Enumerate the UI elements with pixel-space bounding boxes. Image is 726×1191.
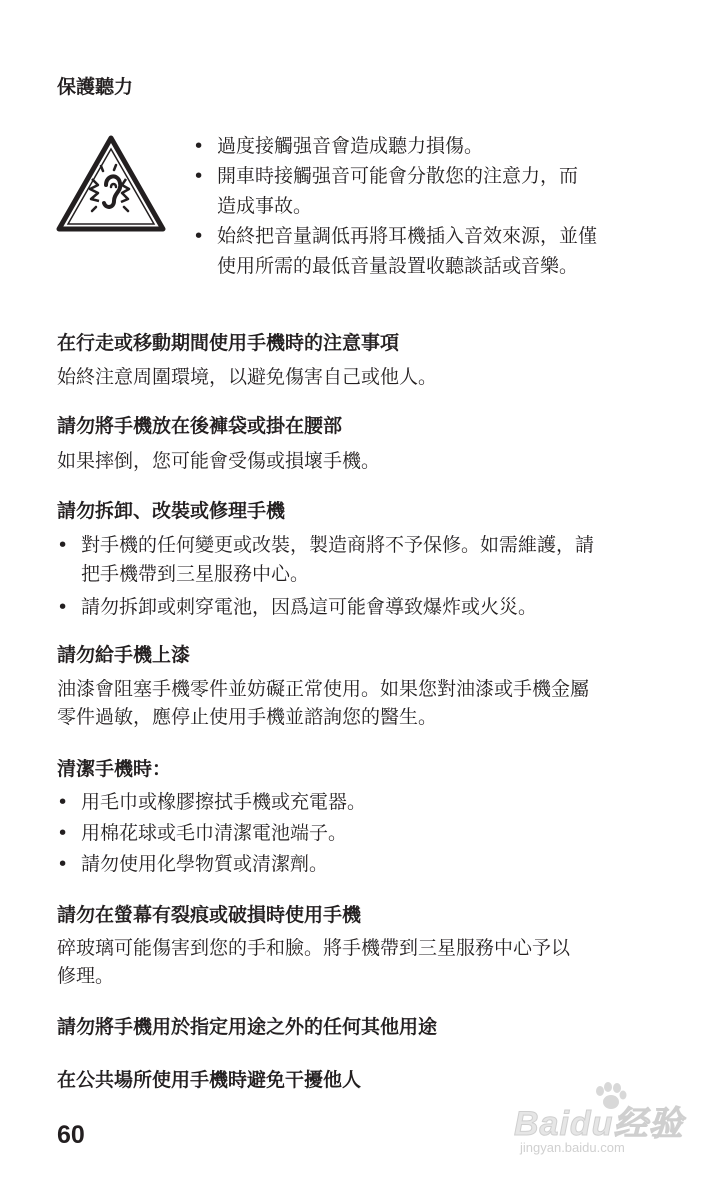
section-text-walking: 始終注意周圍環境，以避免傷害自己或他人。: [57, 366, 438, 388]
section-text-pocket: 如果摔倒，您可能會受傷或損壞手機。: [57, 450, 381, 472]
disassemble-bullet-list: [57, 531, 594, 622]
bullet-text: 過度接觸强音會造成聽力損傷。: [217, 135, 484, 157]
section-text-paint: 油漆會阻塞手機零件並妨礙正常使用。如果您對油漆或手機金屬 零件過敏，應停止使用手機並諮詢您的醫生。: [57, 678, 590, 728]
cleaning-bullet-list: [57, 787, 366, 880]
list-item: [193, 161, 597, 221]
bullet-dot: •: [57, 791, 69, 813]
list-item: [193, 131, 597, 161]
list-item: [57, 531, 594, 589]
list-item: [57, 818, 366, 849]
hearing-bullet-list: [193, 131, 597, 281]
section-title-intended-use: 請勿將手機用於指定用途之外的任何其他用途: [57, 1016, 438, 1038]
section-title-disassemble: 請勿拆卸、改裝或修理手機: [57, 500, 286, 522]
watermark-url: jingyan.baidu.com: [520, 1140, 625, 1155]
bullet-text: 始終把音量調低再將耳機插入音效來源，並僅 使用所需的最低音量設置收聽談話或音樂。: [217, 225, 598, 277]
bullet-dot: •: [193, 225, 205, 247]
list-item: [57, 787, 366, 818]
bullet-dot: •: [193, 135, 205, 157]
bullet-text: 請勿拆卸或刺穿電池，因爲這可能會導致爆炸或火災。: [81, 596, 538, 618]
section-title-public: 在公共場所使用手機時避免干擾他人: [57, 1069, 362, 1091]
bullet-text: 請勿使用化學物質或清潔劑。: [81, 853, 329, 875]
section-title-walking: 在行走或移動期間使用手機時的注意事項: [57, 332, 400, 354]
bullet-text: 用毛巾或橡膠擦拭手機或充電器。: [81, 791, 367, 813]
bullet-dot: •: [57, 596, 69, 618]
bullet-dot: •: [57, 853, 69, 875]
list-item: [57, 849, 366, 880]
bullet-dot: •: [193, 165, 205, 187]
page-number: 60: [57, 1121, 85, 1149]
section-title-cleaning: 清潔手機時：: [57, 758, 172, 780]
bullet-text: 開車時接觸强音可能會分散您的注意力，而 造成事故。: [217, 165, 579, 217]
bullet-dot: •: [57, 534, 69, 556]
baidu-watermark: [514, 1082, 694, 1162]
section-title-cracked: 請勿在螢幕有裂痕或破損時使用手機: [57, 904, 362, 926]
section-title-paint: 請勿給手機上漆: [57, 644, 191, 666]
bullet-text: 用棉花球或毛巾清潔電池端子。: [81, 822, 348, 844]
section-text-cracked: 碎玻璃可能傷害到您的手和臉。將手機帶到三星服務中心予以 修理。: [57, 937, 571, 987]
hearing-warning-triangle-icon: [56, 135, 166, 232]
bullet-text: 對手機的任何變更或改裝，製造商將不予保修。如需維護，請 把手機帶到三星服務中心。: [81, 534, 595, 585]
list-item: [57, 593, 594, 622]
section-title-hearing: 保護聽力: [57, 76, 134, 98]
list-item: [193, 221, 597, 281]
bullet-dot: •: [57, 822, 69, 844]
watermark-brand: Baidu经验: [514, 1105, 684, 1143]
section-title-pocket: 請勿將手機放在後褲袋或掛在腰部: [57, 415, 343, 437]
